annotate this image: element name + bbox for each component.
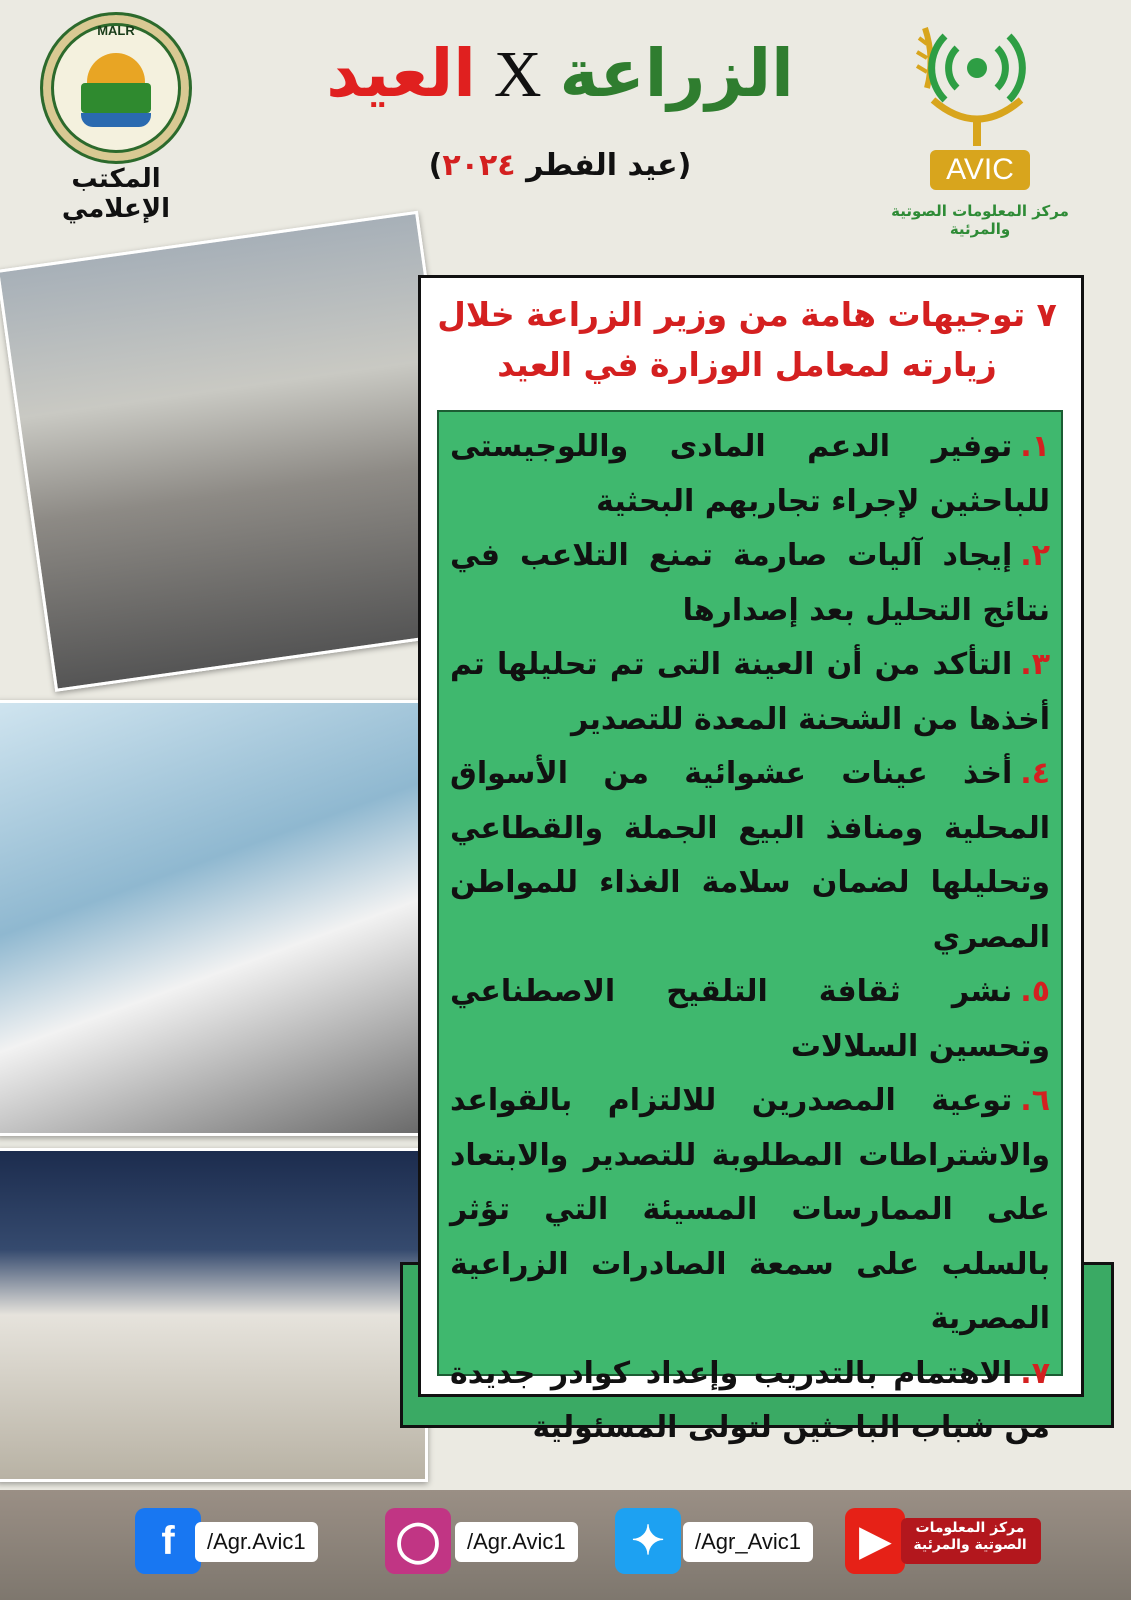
facebook-icon: f <box>135 1508 201 1574</box>
photo-office-visit <box>0 1148 428 1482</box>
title-x: X <box>493 38 542 111</box>
list-item: ٧.الاهتمام بالتدريب وإعداد كوادر جديدة من شباب الباحثين لتولى المسئولية <box>450 1355 1050 1445</box>
ministry-seal-logo <box>40 12 192 164</box>
youtube-icon: ▶ <box>845 1508 905 1574</box>
list-item: ٦.توعية المصدرين للالتزام بالقواعد والاشتراطات المطلوبة للتصدير والابتعاد على الممارسات المسيئة التي تؤثر بالسلب على سمعة الصادرات الزراعية المصرية <box>450 1083 1050 1336</box>
directives-list <box>450 420 1050 1456</box>
list-item: ١.توفير الدعم المادى واللوجيستى للباحثين لإجراء تجاربهم البحثية <box>450 429 1050 519</box>
list-item: ٢.إيجاد آليات صارمة تمنع التلاعب في نتائج التحليل بعد إصدارها <box>450 538 1050 628</box>
title-eid: العيد <box>326 35 476 112</box>
title-agriculture: الزراعة <box>559 35 794 112</box>
avic-logo-text: AVIC <box>930 150 1030 190</box>
photo-group-institute <box>0 211 477 692</box>
list-item: ٣.التأكد من أن العينة التى تم تحليلها تم أخذها من الشحنة المعدة للتصدير <box>450 647 1050 737</box>
seal-field-icon <box>81 83 151 113</box>
avic-caption: مركز المعلومات الصوتية والمرئية <box>891 202 1069 238</box>
seal-water-icon <box>81 113 151 127</box>
instagram-handle: /Agr.Avic1 <box>455 1522 578 1562</box>
seal-text: MALR <box>97 23 135 38</box>
media-office-label: المكتب الإعلامي <box>61 164 171 224</box>
card-heading: ٧ توجيهات هامة من وزير الزراعة خلال زيارته لمعامل الوزارة في العيد <box>437 295 1057 384</box>
page-subtitle: (عيد الفطر ٢٠٢٤) <box>428 148 692 183</box>
subtitle-year: ٢٠٢٤ <box>442 148 516 183</box>
page-title <box>300 35 820 112</box>
list-item: ٤.أخذ عينات عشوائية من الأسواق المحلية ومنافذ البيع الجملة والقطاعي وتحليلها لضمان سلامة الغذاء للمواطن المصري <box>450 756 1050 955</box>
list-item: ٥.نشر ثقافة التلقيح الاصطناعي وتحسين السلالات <box>450 974 1050 1064</box>
seal-sun-icon <box>87 53 145 83</box>
facebook-handle: /Agr.Avic1 <box>195 1522 318 1562</box>
twitter-handle: /Agr_Avic1 <box>683 1522 813 1562</box>
instagram-icon: ◯ <box>385 1508 451 1574</box>
twitter-icon: ✦ <box>615 1508 681 1574</box>
photo-lab-visit <box>0 700 422 1136</box>
youtube-label: مركز المعلومات الصوتية والمرئية <box>913 1520 1027 1553</box>
